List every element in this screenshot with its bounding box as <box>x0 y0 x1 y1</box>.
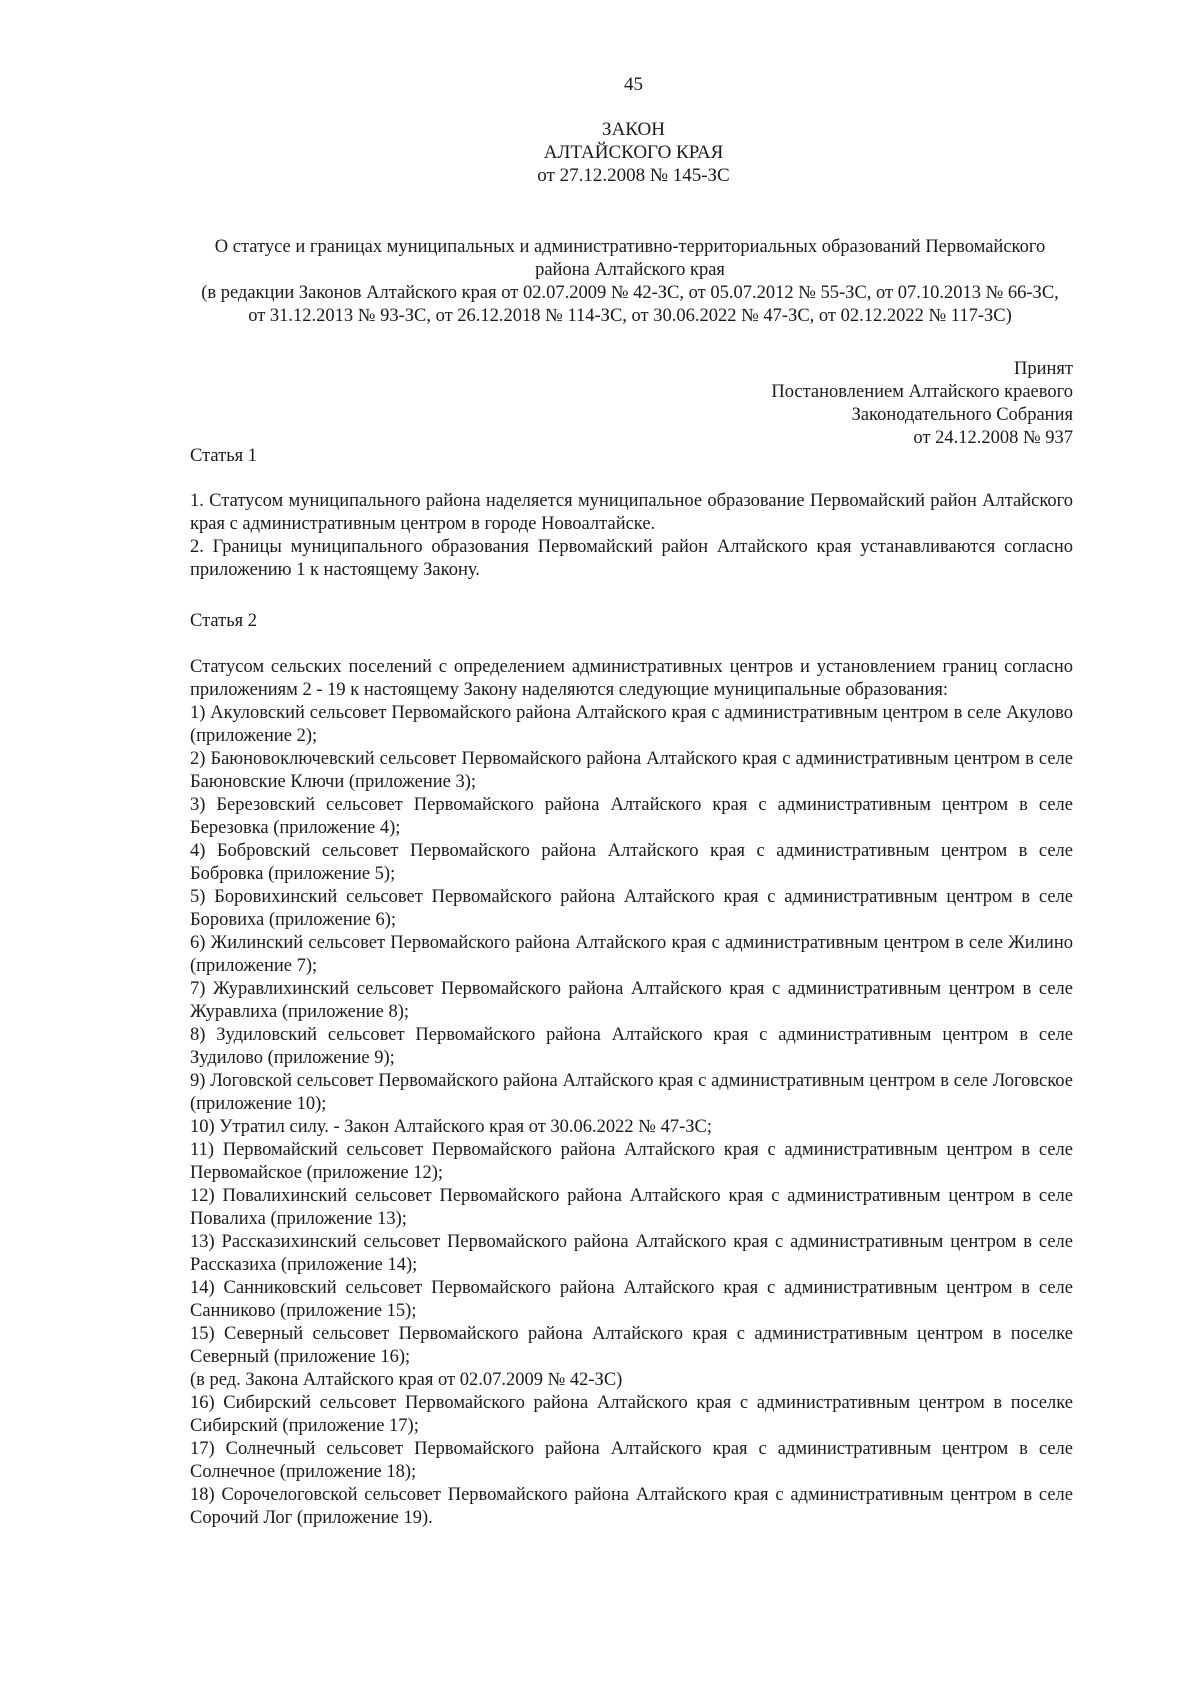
list-item: 9) Логовской сельсовет Первомайского района Алтайского края с административным центром в селе Логовское (приложение 10); <box>190 1071 1073 1114</box>
law-date-number: от 27.12.2008 № 145-ЗС <box>537 165 730 186</box>
article-2-heading: Статья 2 <box>190 611 258 631</box>
article-1-paragraph: 1. Статусом муниципального района наделяется муниципальное образование Первомайский район Алтайского края с административным центром в городе Новоалтайске. <box>190 491 1073 534</box>
law-type: ЗАКОН <box>602 119 665 140</box>
law-header <box>0 118 1200 187</box>
revision-line-1: (в редакции Законов Алтайского края от 02.07.2009 № 42-ЗС, от 05.07.2012 № 55-ЗС, от 07.10.2013 № 66-ЗС, <box>201 283 1059 303</box>
list-item: 2) Баюновоключевский сельсовет Первомайского района Алтайского края с административным центром в селе Баюновские Ключи (приложение 3); <box>190 749 1073 792</box>
list-item: 12) Повалихинский сельсовет Первомайского района Алтайского края с административным центром в селе Повалиха (приложение 13); <box>190 1186 1073 1229</box>
list-item: 13) Рассказихинский сельсовет Первомайского района Алтайского края с административным центром в селе Рассказиха (приложение 14); <box>190 1232 1073 1275</box>
adoption-info <box>573 358 1073 450</box>
law-subject <box>190 236 1070 328</box>
list-item: 6) Жилинский сельсовет Первомайского района Алтайского края с административным центром в селе Жилино (приложение 7); <box>190 933 1073 976</box>
adopted-by-line-2: Законодательного Собрания <box>851 405 1073 425</box>
page-number: 45 <box>624 74 643 95</box>
adopted-date: от 24.12.2008 № 937 <box>913 428 1073 448</box>
list-item: 1) Акуловский сельсовет Первомайского района Алтайского края с административным центром в селе Акулово (приложение 2); <box>190 703 1073 746</box>
list-item: 15) Северный сельсовет Первомайского района Алтайского края с административным центром в поселке Северный (приложение 16); <box>190 1324 1073 1367</box>
list-item: 4) Бобровский сельсовет Первомайского района Алтайского края с административным центром в селе Бобровка (приложение 5); <box>190 841 1073 884</box>
revision-line-2: от 31.12.2013 № 93-ЗС, от 26.12.2018 № 114-ЗС, от 30.06.2022 № 47-ЗС, от 02.12.2022 № 117-ЗС) <box>248 306 1012 326</box>
revision-note: (в ред. Закона Алтайского края от 02.07.2009 № 42-ЗС) <box>190 1370 623 1390</box>
article-1-heading: Статья 1 <box>190 446 258 466</box>
list-item: 7) Журавлихинский сельсовет Первомайского района Алтайского края с административным центром в селе Журавлиха (приложение 8); <box>190 979 1073 1022</box>
article-1-paragraph: 2. Границы муниципального образования Первомайский район Алтайского края устанавливаются согласно приложению 1 к настоящему Закону. <box>190 537 1073 580</box>
list-item: 3) Березовский сельсовет Первомайского района Алтайского края с административным центром в селе Березовка (приложение 4); <box>190 795 1073 838</box>
article-1-body <box>190 490 1073 582</box>
list-item: 5) Боровихинский сельсовет Первомайского района Алтайского края с административным центром в селе Боровиха (приложение 6); <box>190 887 1073 930</box>
list-item: 17) Солнечный сельсовет Первомайского района Алтайского края с административным центром в селе Солнечное (приложение 18); <box>190 1439 1073 1482</box>
list-item: 10) Утратил силу. - Закон Алтайского края от 30.06.2022 № 47-ЗС; <box>190 1117 712 1137</box>
list-item: 16) Сибирский сельсовет Первомайского района Алтайского края с административным центром в поселке Сибирский (приложение 17); <box>190 1393 1073 1436</box>
list-item: 8) Зудиловский сельсовет Первомайского района Алтайского края с административным центром в селе Зудилово (приложение 9); <box>190 1025 1073 1068</box>
list-item: 11) Первомайский сельсовет Первомайского района Алтайского края с административным центром в селе Первомайское (приложение 12); <box>190 1140 1073 1183</box>
adopted-label: Принят <box>1013 359 1073 379</box>
subject-line-2: района Алтайского края <box>535 260 725 280</box>
subject-line-1: О статусе и границах муниципальных и административно-территориальных образований Первомайского <box>214 237 1046 257</box>
article-2-intro: Статусом сельских поселений с определением административных центров и установлением границ согласно приложениям 2 - 19 к настоящему Закону наделяются следующие муниципальные образования: <box>190 657 1073 700</box>
law-region: АЛТАЙСКОГО КРАЯ <box>543 142 724 163</box>
adopted-by-line-1: Постановлением Алтайского краевого <box>771 382 1073 402</box>
list-item: 14) Санниковский сельсовет Первомайского района Алтайского края с административным центром в селе Санниково (приложение 15); <box>190 1278 1073 1321</box>
article-2-body <box>190 656 1073 1530</box>
list-item: 18) Сорочелоговской сельсовет Первомайского района Алтайского края с административным центром в селе Сорочий Лог (приложение 19). <box>190 1485 1073 1528</box>
